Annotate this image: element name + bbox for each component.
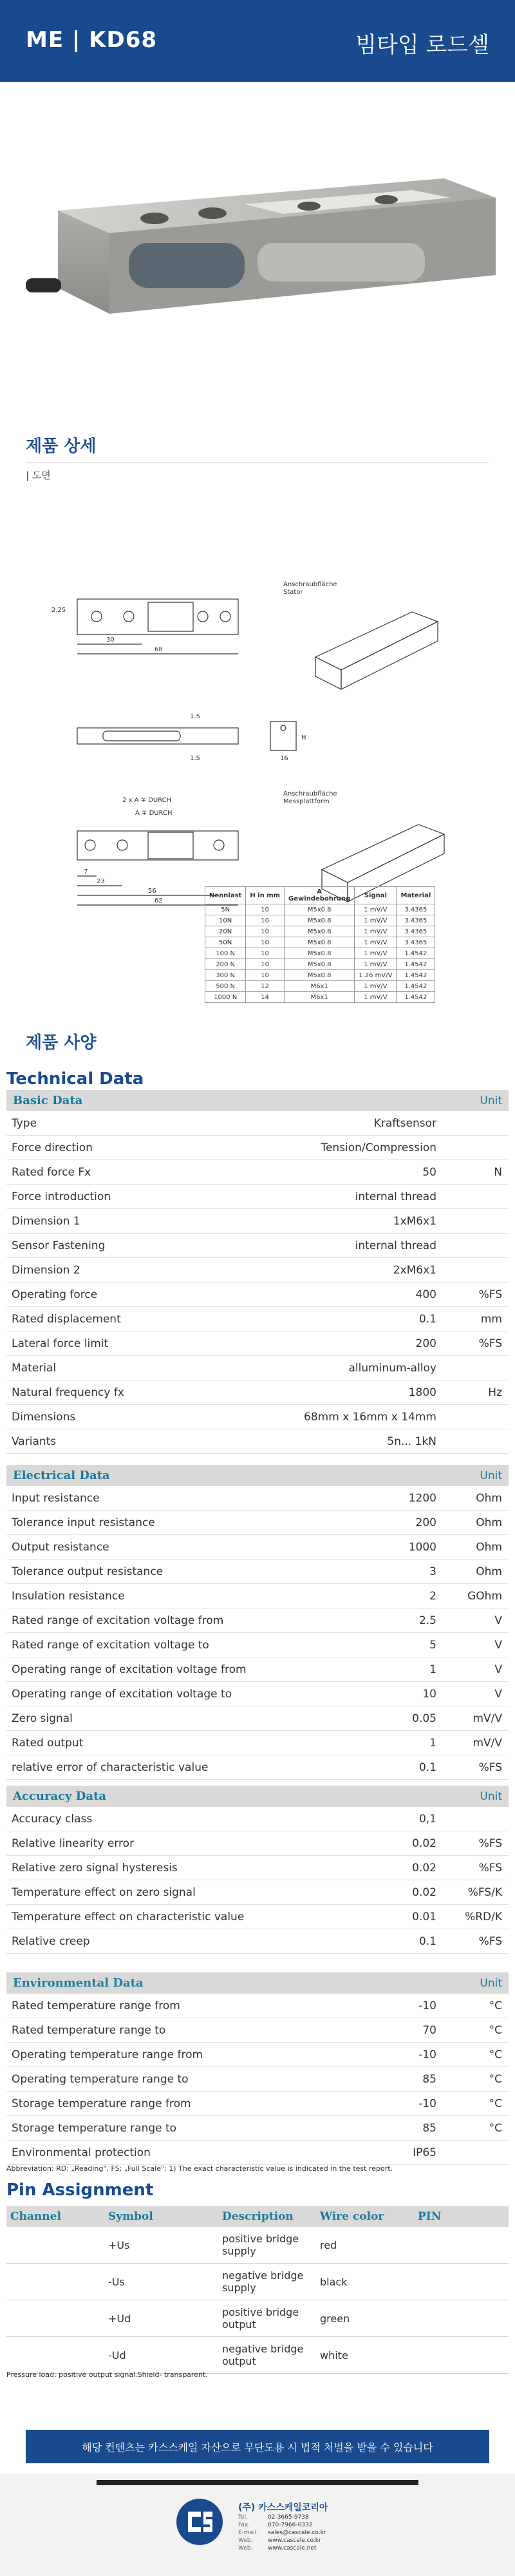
spec-cell: 10N [205, 915, 246, 926]
param-unit: %FS [478, 1837, 502, 1850]
param-name: Lateral force limit [12, 1337, 109, 1350]
spec-data-row [6, 1880, 509, 1905]
param-value: 3 [429, 1565, 436, 1578]
param-name: Rated range of excitation voltage to [12, 1638, 209, 1652]
spec-data-row [6, 1994, 509, 2018]
param-unit: mm [480, 1312, 502, 1326]
param-value: 0.1 [418, 1934, 436, 1948]
param-value: -10 [418, 2048, 436, 2061]
dim-7: 7 [84, 868, 88, 875]
param-value: -10 [418, 2097, 436, 2110]
param-unit: Ohm [476, 1565, 502, 1578]
spec-data-row [6, 1486, 509, 1511]
dim-side-2: 1.5 [190, 755, 200, 762]
contact-line [238, 2537, 326, 2544]
pin-cell: negative bridge supply [218, 2264, 316, 2300]
contact-value: 070-7966-0332 [268, 2522, 313, 2528]
spec-cell: 1.26 mV/V [355, 970, 397, 981]
spec-data-row [6, 1929, 509, 1954]
spec-data-row [6, 1905, 509, 1929]
param-name: relative error of characteristic value [12, 1760, 209, 1774]
pin-header-cell: Wire color [316, 2206, 414, 2227]
param-value: 1 [429, 1736, 436, 1750]
param-name: Output resistance [12, 1540, 109, 1554]
spec-title: 제품 사양 [26, 1033, 97, 1053]
spec-data-row [6, 1831, 509, 1856]
footer-rule [97, 2480, 418, 2485]
accuracy-title: Accuracy Data [13, 1789, 107, 1803]
param-name: Force introduction [12, 1190, 111, 1203]
pin-assignment-title: Pin Assignment [6, 2180, 154, 2200]
durch-note-2: A ∓ DURCH [135, 810, 173, 817]
param-unit: V [494, 1687, 502, 1701]
param-unit: V [494, 1663, 502, 1676]
spec-row [205, 915, 435, 926]
param-name: Type [12, 1116, 37, 1130]
spec-data-row [6, 1608, 509, 1633]
pin-cell [6, 2227, 104, 2264]
param-name: Rated temperature range from [12, 1999, 180, 2012]
spec-cell: 10 [246, 904, 285, 915]
spec-cell: 10 [246, 937, 285, 948]
param-name: Rated displacement [12, 1312, 121, 1326]
spec-cell: 100 N [205, 948, 246, 959]
company-name: (주) 카스스케일코리아 [238, 2503, 328, 2513]
spec-row [205, 904, 435, 915]
param-name: Tolerance input resistance [12, 1516, 155, 1529]
spec-cell: 1000 N [205, 992, 246, 1003]
spec-data-row [6, 2043, 509, 2067]
spec-header-cell: A Gewindebohrung [285, 887, 355, 904]
detail-title: 제품 상세 [26, 437, 97, 456]
spec-data-row [6, 1283, 509, 1307]
param-value: Kraftsensor [373, 1116, 436, 1130]
spec-cell: M5x0.8 [285, 959, 355, 970]
spec-data-row [6, 1136, 509, 1160]
spec-cell: 3.4365 [397, 937, 435, 948]
pin-cell [414, 2337, 509, 2374]
pin-row [6, 2337, 509, 2374]
product-image [0, 82, 515, 417]
pin-cell: white [316, 2337, 414, 2374]
param-value: 10 [422, 1687, 436, 1701]
model-name: ME | KD68 [26, 27, 158, 53]
param-value: 400 [415, 1288, 436, 1301]
param-name: Temperature effect on zero signal [12, 1885, 196, 1899]
spec-row [205, 937, 435, 948]
pin-header-cell: Channel [6, 2206, 104, 2227]
contact-value: sales@cascale.co.kr [268, 2530, 326, 2536]
spec-cell: 1.4542 [397, 992, 435, 1003]
contact-value: 02-3665-9738 [268, 2514, 309, 2521]
param-unit: %FS [478, 1861, 502, 1875]
spec-data-row [6, 2018, 509, 2043]
spec-data-row [6, 1856, 509, 1880]
footer [0, 2474, 515, 2576]
param-name: Zero signal [12, 1712, 73, 1725]
accuracy-data-block [6, 1786, 509, 1954]
spec-cell: 1.4542 [397, 959, 435, 970]
param-value: 2 [429, 1589, 436, 1603]
param-value: 0.1 [418, 1760, 436, 1774]
param-value: -10 [418, 1999, 436, 2012]
spec-data-row [6, 2067, 509, 2092]
param-unit: N [494, 1165, 502, 1179]
spec-cell: M5x0.8 [285, 904, 355, 915]
contact-label: Tel. [238, 2514, 248, 2521]
param-unit: Ohm [476, 1540, 502, 1554]
spec-cell: 3.4365 [397, 904, 435, 915]
unit-header: Unit [480, 1789, 502, 1803]
param-value: 1 [429, 1663, 436, 1676]
param-name: Insulation resistance [12, 1589, 125, 1603]
param-value: 0,1 [418, 1812, 436, 1826]
spec-row [205, 926, 435, 937]
spec-data-row [6, 1657, 509, 1682]
param-value: alluminum-alloy [348, 1361, 436, 1375]
spec-cell: 1 mV/V [355, 981, 397, 992]
spec-cell: 12 [246, 981, 285, 992]
spec-data-row [6, 1356, 509, 1380]
param-name: Operating force [12, 1288, 98, 1301]
note-mess: Anschraubfläche Messplattform [283, 790, 337, 805]
durch-note-1: 2 x A ∓ DURCH [122, 797, 172, 804]
spec-data-row [6, 1511, 509, 1535]
param-name: Temperature effect on characteristic value [12, 1910, 245, 1923]
electrical-data-block [6, 1465, 509, 1780]
spec-cell: 200 N [205, 959, 246, 970]
technical-data-title: Technical Data [6, 1069, 144, 1089]
company-logo [174, 2496, 225, 2548]
param-value: 0.01 [412, 1910, 436, 1923]
page-header [0, 0, 515, 82]
param-name: Operating range of excitation voltage to [12, 1687, 232, 1701]
spec-header-cell: Signal [355, 887, 397, 904]
param-value: IP65 [413, 2146, 436, 2159]
param-value: internal thread [355, 1190, 436, 1203]
spec-data-row [6, 1307, 509, 1331]
spec-row [205, 970, 435, 981]
pin-cell: +Us [104, 2227, 218, 2264]
spec-data-row [6, 1731, 509, 1755]
param-value: 0.02 [412, 1837, 436, 1850]
param-name: Storage temperature range to [12, 2121, 177, 2135]
param-name: Rated force Fx [12, 1165, 91, 1179]
spec-cell: M5x0.8 [285, 915, 355, 926]
copyright-notice: 해당 컨텐츠는 카스스케일 자산으로 무단도용 시 법적 처벌을 받을 수 있습니다 [26, 2430, 489, 2463]
spec-cell: 300 N [205, 970, 246, 981]
pin-cell [414, 2300, 509, 2337]
param-value: 5 [429, 1638, 436, 1652]
spec-cell: 500 N [205, 981, 246, 992]
param-unit: %FS [478, 1288, 502, 1301]
param-value: 1000 [408, 1540, 436, 1554]
spec-cell: 3.4365 [397, 915, 435, 926]
param-unit: Ohm [476, 1491, 502, 1505]
param-unit: %RD/K [465, 1910, 502, 1923]
spec-cell: 1.4542 [397, 948, 435, 959]
param-name: Environmental protection [12, 2146, 151, 2159]
spec-cell: 10 [246, 915, 285, 926]
param-name: Rated range of excitation voltage from [12, 1614, 224, 1627]
spec-data-row [6, 1755, 509, 1780]
basic-data-block [6, 1090, 509, 1454]
pin-cell: positive bridge supply [218, 2227, 316, 2264]
spec-data-row [6, 1429, 509, 1454]
param-unit: mV/V [473, 1712, 502, 1725]
spec-cell: 1.4542 [397, 970, 435, 981]
accuracy-header [6, 1786, 509, 1807]
spec-cell: M5x0.8 [285, 948, 355, 959]
param-unit: mV/V [473, 1736, 502, 1750]
param-value: 2.5 [418, 1614, 436, 1627]
spec-data-row [6, 1209, 509, 1234]
param-unit: %FS [478, 1934, 502, 1948]
param-name: Dimension 2 [12, 1263, 80, 1277]
contact-value: www.cascale.net [268, 2545, 317, 2552]
spec-cell: 10 [246, 948, 285, 959]
pin-row [6, 2300, 509, 2337]
dim-30: 30 [106, 636, 115, 644]
spec-cell: M6x1 [285, 992, 355, 1003]
param-unit: °C [489, 2048, 502, 2061]
environmental-header [6, 1972, 509, 1994]
dim-2-25: 2.25 [52, 607, 66, 614]
param-unit: Ohm [476, 1516, 502, 1529]
param-name: Dimensions [12, 1410, 76, 1424]
param-name: Operating range of excitation voltage from [12, 1663, 247, 1676]
param-name: Relative linearity error [12, 1837, 135, 1850]
electrical-title: Electrical Data [13, 1469, 110, 1482]
spec-cell: 10 [246, 970, 285, 981]
spec-data-row [6, 2092, 509, 2116]
param-unit: V [494, 1614, 502, 1627]
pin-header-cell: Description [218, 2206, 316, 2227]
param-unit: %FS [478, 1760, 502, 1774]
abbreviation-note: Abbreviation: RD: „Reading", FS: „Full Scale"; 1) The exact characteristic value is indicated in the test report. [6, 2164, 393, 2173]
param-value: 68mm x 16mm x 14mm [304, 1410, 436, 1424]
spec-data-row [6, 1560, 509, 1584]
product-type: 빔타입 로드셀 [355, 32, 489, 58]
spec-data-row [6, 1111, 509, 1136]
pin-cell [6, 2300, 104, 2337]
spec-cell: 50N [205, 937, 246, 948]
param-name: Material [12, 1361, 57, 1375]
spec-data-row [6, 1234, 509, 1258]
param-value: 1200 [408, 1491, 436, 1505]
param-value: 85 [422, 2072, 436, 2086]
param-name: Natural frequency fx [12, 1386, 124, 1399]
pin-header-cell: PIN [414, 2206, 509, 2227]
dim-68: 68 [154, 646, 163, 653]
contact-label: Web. [238, 2545, 253, 2552]
spec-cell: M5x0.8 [285, 970, 355, 981]
spec-cell: 1 mV/V [355, 915, 397, 926]
spec-data-row [6, 1405, 509, 1429]
pin-cell: green [316, 2300, 414, 2337]
param-unit: %FS [478, 1337, 502, 1350]
pin-cell: +Ud [104, 2300, 218, 2337]
pin-row [6, 2227, 509, 2264]
company-contact [238, 2514, 326, 2552]
dim-side-1: 1.5 [190, 713, 200, 720]
spec-cell: 14 [246, 992, 285, 1003]
dim-23: 23 [97, 878, 105, 885]
param-value: 85 [422, 2121, 436, 2135]
param-name: Force direction [12, 1141, 93, 1154]
contact-line [238, 2521, 326, 2529]
pin-cell [6, 2337, 104, 2374]
param-name: Operating temperature range to [12, 2072, 189, 2086]
pin-cell: negative bridge output [218, 2337, 316, 2374]
spec-cell: 1 mV/V [355, 904, 397, 915]
param-value: 70 [422, 2023, 436, 2037]
param-name: Relative zero signal hysteresis [12, 1861, 178, 1875]
spec-cell: 3.4365 [397, 926, 435, 937]
param-unit: V [494, 1638, 502, 1652]
pin-cell: -Us [104, 2264, 218, 2300]
pin-cell: black [316, 2264, 414, 2300]
spec-row [205, 959, 435, 970]
spec-cell: M6x1 [285, 981, 355, 992]
param-value: 0.05 [412, 1712, 436, 1725]
contact-line [238, 2544, 326, 2552]
unit-header: Unit [480, 1976, 502, 1990]
unit-header: Unit [480, 1469, 502, 1482]
param-value: 1800 [408, 1386, 436, 1399]
spec-cell: 1.4542 [397, 981, 435, 992]
spec-cell: 10 [246, 926, 285, 937]
spec-data-row [6, 1185, 509, 1209]
dim-h: H [301, 734, 306, 741]
basic-title: Basic Data [13, 1094, 83, 1107]
param-unit: °C [489, 2072, 502, 2086]
param-unit: °C [489, 2023, 502, 2037]
pin-cell: positive bridge output [218, 2300, 316, 2337]
dim-62: 62 [154, 897, 163, 904]
pin-header-cell: Symbol [104, 2206, 218, 2227]
spec-cell: 20N [205, 926, 246, 937]
param-unit: %FS/K [467, 1885, 502, 1899]
param-unit: °C [489, 2121, 502, 2135]
param-value: 5n... 1kN [387, 1435, 436, 1448]
spec-data-row [6, 2116, 509, 2141]
spec-cell: 1 mV/V [355, 937, 397, 948]
pressure-note: Pressure load: positive output signal.Shield- transparent. [6, 2371, 208, 2379]
dim-16: 16 [280, 755, 288, 762]
spec-cell: 1 mV/V [355, 948, 397, 959]
param-value: 1xM6x1 [393, 1214, 436, 1228]
spec-data-row [6, 1331, 509, 1356]
pin-assignment-table [6, 2206, 509, 2374]
param-name: Storage temperature range from [12, 2097, 191, 2110]
spec-cell: M5x0.8 [285, 937, 355, 948]
spec-header-cell: Nennlast [205, 887, 246, 904]
param-value: Tension/Compression [321, 1141, 436, 1154]
param-value: 50 [422, 1165, 436, 1179]
contact-label: Web. [238, 2537, 253, 2544]
param-unit: Hz [488, 1386, 502, 1399]
spec-cell: M5x0.8 [285, 926, 355, 937]
param-value: 0.02 [412, 1885, 436, 1899]
param-name: Tolerance output resistance [12, 1565, 164, 1578]
param-name: Input resistance [12, 1491, 100, 1505]
spec-data-row [6, 1258, 509, 1283]
param-name: Operating temperature range from [12, 2048, 203, 2061]
spec-cell: 10 [246, 959, 285, 970]
contact-label: E-mail. [238, 2530, 259, 2536]
spec-cell: 1 mV/V [355, 992, 397, 1003]
drawing-label: | 도면 [26, 470, 51, 481]
spec-data-row [6, 1535, 509, 1560]
environmental-data-block [6, 1972, 509, 2165]
spec-cell: 1 mV/V [355, 926, 397, 937]
spec-header-cell: H in mm [246, 887, 285, 904]
pin-row [6, 2264, 509, 2300]
spec-data-row [6, 2141, 509, 2165]
spec-row [205, 992, 435, 1003]
param-name: Rated output [12, 1736, 84, 1750]
param-value: 0.02 [412, 1861, 436, 1875]
spec-header-cell: Material [397, 887, 435, 904]
pin-cell [6, 2264, 104, 2300]
param-value: 2xM6x1 [393, 1263, 436, 1277]
param-name: Dimension 1 [12, 1214, 80, 1228]
spec-data-row [6, 1633, 509, 1657]
pin-cell: red [316, 2227, 414, 2264]
environmental-title: Environmental Data [13, 1976, 144, 1990]
spec-row [205, 948, 435, 959]
variant-spec-table [205, 886, 435, 1003]
basic-header [6, 1090, 509, 1111]
param-value: 200 [415, 1516, 436, 1529]
spec-data-row [6, 1682, 509, 1706]
dim-56: 56 [148, 888, 156, 895]
param-name: Variants [12, 1435, 57, 1448]
spec-row [205, 981, 435, 992]
contact-label: Fax. [238, 2522, 250, 2528]
contact-line [238, 2529, 326, 2537]
spec-cell: 1 mV/V [355, 959, 397, 970]
spec-data-row [6, 1380, 509, 1405]
param-value: internal thread [355, 1239, 436, 1252]
spec-cell: 5N [205, 904, 246, 915]
pin-cell [414, 2264, 509, 2300]
param-name: Accuracy class [12, 1812, 93, 1826]
contact-line [238, 2514, 326, 2521]
spec-data-row [6, 1807, 509, 1831]
param-unit: °C [489, 1999, 502, 2012]
param-unit: °C [489, 2097, 502, 2110]
contact-value: www.cascale.co.kr [268, 2537, 321, 2544]
param-value: 200 [415, 1337, 436, 1350]
param-value: 0.1 [418, 1312, 436, 1326]
spec-data-row [6, 1160, 509, 1185]
pin-cell [414, 2227, 509, 2264]
param-name: Relative creep [12, 1934, 90, 1948]
electrical-header [6, 1465, 509, 1486]
spec-data-row [6, 1706, 509, 1731]
param-name: Rated temperature range to [12, 2023, 166, 2037]
param-name: Sensor Fastening [12, 1239, 106, 1252]
spec-data-row [6, 1584, 509, 1608]
note-stator: Anschraubfläche Stator [283, 581, 337, 596]
param-unit: GOhm [467, 1589, 502, 1603]
unit-header: Unit [480, 1094, 502, 1107]
pin-cell: -Ud [104, 2337, 218, 2374]
